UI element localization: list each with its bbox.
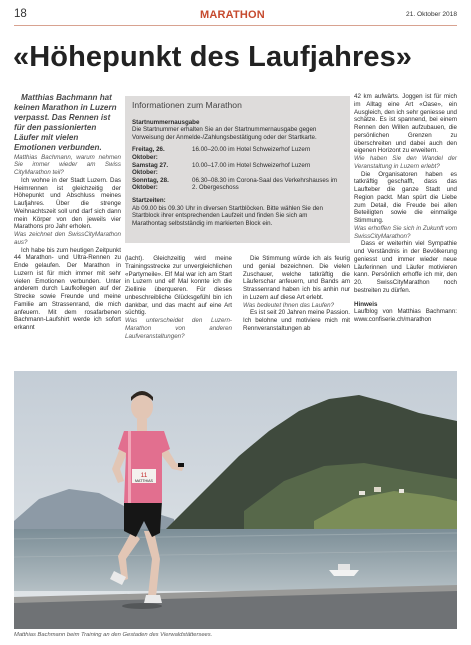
column-2 [125,255,232,340]
schedule-day: Samstag 27. Oktober: [132,161,169,177]
hint-text: Laufblog von Matthias Bachmann: www.confiserie.ch/marathon [354,308,457,323]
answer-paragraph: 42 km aufwärts. Joggen ist für mich im Alltag eine Art «Oase», ein Ausgleich, den ich sehr geniesse und schätze. Es ist spannend, bei einem Rennen den Willen aufzubauen, die persönlichen Grenzen zu überschreiten und dabei auch den eigenen Horizont zu erweitern. [354,93,457,155]
info-subtitle: Startnummernausgabe [132,118,200,126]
info-subtitle: Startzeiten: [132,196,166,204]
article-lead: Matthias Bachmann hat keinen Marathon in Luzern verpasst. Das Rennen ist für den passionierten Läufer mit vielen Emotionen verbunden. [14,93,117,153]
schedule-row [132,146,343,161]
schedule-time: 10.00–17.00 im Hotel Schweizerhof Luzern [192,161,311,169]
hint-title: Hinweis [354,300,378,308]
issue-date: 21. Oktober 2018 [406,11,457,18]
schedule-time: 16.00–20.00 im Hotel Schweizerhof Luzern [192,146,311,154]
photo-caption: Matthias Bachmann beim Training an den Gestaden des Vierwaldstättersees. [14,632,213,638]
answer-paragraph: Dass er weiterhin viel Sympathie und Verständnis in der Bevölkerung geniesst und immer wieder neue Läuferinnen und Läufer motivieren kann. Persönlich erhoffe ich mir, den 20. SwissCityMarathon noch bestreiten zu dürfen. [354,240,457,294]
article-headline: «Höhepunkt des Laufjahres» [13,41,413,73]
column-1 [14,93,121,332]
schedule-time: 06.30–08.30 im Corona-Saal des Verkehrshauses im 2. Obergeschoss [192,176,338,192]
interview-question: Was erhoffen Sie sich in Zukunft vom SwissCityMarathon? [354,224,457,240]
page-header [14,8,457,26]
info-box [125,96,350,243]
schedule-row [132,162,343,177]
schedule-list [132,146,343,192]
section-rubric: MARATHON [200,9,265,21]
answer-paragraph: Die Stimmung würde ich als feurig und genial bezeichnen. Die vielen Zuschauer, welche tatkräftig die Läuferschar anfeuern, und Bands am Strassenrand haben ich bis anhin nur in Luzern auf diese Art erlebt. [243,255,350,301]
bib-number: 11 [140,472,148,479]
column-4 [354,93,457,324]
interview-question: Was zeichnet den SwissCityMarathon aus? [14,231,121,246]
interview-question: Wie haben Sie den Wandel der Veranstaltung in Luzern erlebt? [354,155,457,170]
photo-illustration [14,371,457,629]
answer-paragraph: Die Organisatoren haben es tatkräftig geschafft, dass das Laufteber die ganze Stadt und Region packt. Man spürt die Liebe zum Detail, die Freude bei allen Beteiligten sowie die einmalige Stimmung. [354,170,457,224]
answer-paragraph: Es ist seit 20 Jahren meine Passion. Ich belohne und motiviere mich mit Rennveranstaltungen ab [243,309,350,332]
page-number: 18 [14,8,27,20]
schedule-day: Freitag, 26. Oktober: [132,146,165,161]
info-text: Die Startnummer erhalten Sie an der Startnummernausgabe gegen Vorweisung der Anmelde-/Zahlungsbestätigung oder der Startkarte. [132,126,317,141]
schedule-row [132,177,343,192]
answer-paragraph: Ich wohne in der Stadt Luzern. Das Heimrennen ist gleichzeitig der Höhepunkt und Abschluss meines Laufjahres. Über die strenge Weihnachtszeit soll und darf sich dann mein Körper von den jeweils vier Marathons pro Jahr erholen. [14,176,121,231]
answer-paragraph: (lacht). Gleichzeitig wird meine Trainingsstrecke zur unvergleichlichen «Partymeile». Elf Mal war ich am Start in Luzern und elf Mal konnte ich die Ziellinie überqueren. Für dieses unbeschreibliche Glücksgefühl bin ich dankbar, und das macht auf eine Art süchtig. [125,255,232,317]
schedule-day: Sonntag, 28. Oktober: [132,176,169,192]
answer-paragraph: Ich habe bis zum heutigen Zeitpunkt 44 Marathon- und Ultra-Rennen zu Ende gelaufen. Der Marathon in Luzern ist für mich immer mit sehr vielen Emotionen verbunden. Unter anderem durch Laufkollegen auf der Strecke sowie Freunde und meine Familie am Strassenrand, die mich anfeuern. Mit dem rosafarbenen Bachmann-Laufshirt werde ich sofort erkannt [14,246,121,332]
interview-question: Matthias Bachmann, warum nehmen Sie immer wieder am Swiss CityMarathon teil? [14,153,121,177]
bib-name: MATTHIAS [135,479,153,483]
info-box-title: Informationen zum Marathon [132,100,242,110]
runner-photo [14,371,457,629]
info-text: Ab 09.00 bis 09.30 Uhr in diversen Startblöcken. Bitte wählen Sie den Startblock ihrer entsprechenden Laufzeit und finden Sie sich am Marathontag selbstständig im markierten Block ein. [132,204,323,227]
interview-question: Was bedeutet Ihnen das Laufen? [243,301,335,309]
interview-question: Was unterscheidet den Luzern-Marathon von anderen Laufveranstaltungen? [125,317,232,340]
column-3 [243,255,350,333]
